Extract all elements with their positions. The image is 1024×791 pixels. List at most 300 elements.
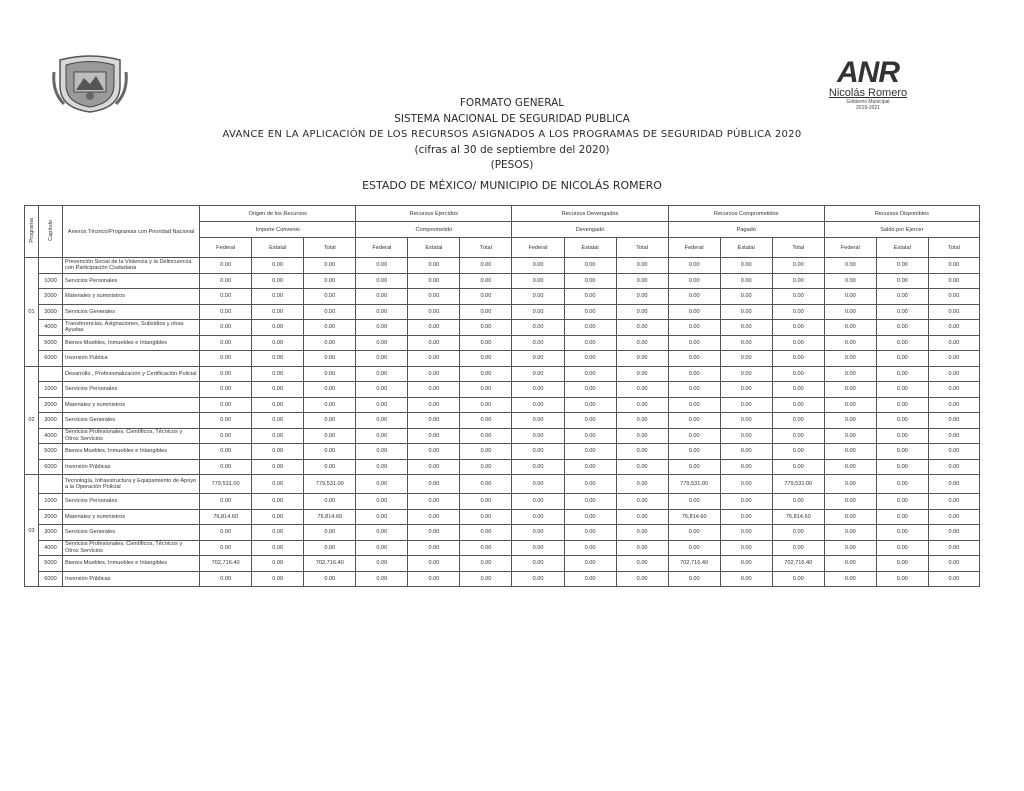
amount-cell: 0.00: [928, 320, 979, 336]
amount-cell: 0.00: [876, 366, 928, 382]
table-row: [25, 335, 980, 351]
amount-cell: 0.00: [772, 366, 824, 382]
amount-cell: 0.00: [512, 289, 564, 305]
amount-cell: 0.00: [356, 509, 408, 525]
amount-cell: 0.00: [200, 571, 252, 587]
amount-cell: 0.00: [252, 540, 304, 556]
heading-system: SISTEMA NACIONAL DE SEGURIDAD PUBLICA: [394, 112, 630, 125]
amount-cell: 0.00: [928, 444, 979, 460]
amount-cell: 0.00: [356, 459, 408, 475]
amount-cell: 0.00: [460, 444, 512, 460]
amount-cell: 0.00: [720, 475, 772, 494]
amount-cell: 0.00: [200, 459, 252, 475]
amount-cell: 0.00: [824, 509, 876, 525]
header-sub-importe-convenio: Importe Convenio: [200, 222, 356, 238]
amount-cell: 0.00: [668, 428, 720, 444]
chapter-code: 3000: [39, 413, 63, 429]
chapter-code: 6000: [39, 571, 63, 587]
amount-cell: 0.00: [772, 335, 824, 351]
row-description: Servicios Personales: [63, 382, 200, 398]
chapter-code: 5000: [39, 335, 63, 351]
header-sub-comprometido: Comprometido: [356, 222, 512, 238]
amount-cell: 0.00: [200, 304, 252, 320]
amount-cell: 0.00: [356, 494, 408, 510]
amount-cell: 0.00: [772, 289, 824, 305]
amount-cell: 0.00: [824, 571, 876, 587]
table-row: [25, 444, 980, 460]
amount-cell: 0.00: [616, 525, 668, 541]
header-sub-devengado: Devengado: [512, 222, 668, 238]
chapter-code: [39, 475, 63, 494]
amount-cell: 0.00: [460, 540, 512, 556]
amount-cell: 0.00: [772, 304, 824, 320]
header-group-devengados: Recursos Devengados: [512, 206, 668, 222]
amount-cell: 0.00: [252, 304, 304, 320]
amount-cell: 0.00: [616, 351, 668, 367]
amount-cell: 0.00: [668, 351, 720, 367]
amount-cell: 0.00: [824, 351, 876, 367]
chapter-code: 4000: [39, 428, 63, 444]
amount-cell: 0.00: [408, 509, 460, 525]
amount-cell: 0.00: [928, 351, 979, 367]
header-subcol: Estatal: [564, 238, 616, 258]
amount-cell: 0.00: [772, 459, 824, 475]
resources-table: [24, 205, 980, 587]
chapter-code: 6000: [39, 459, 63, 475]
amount-cell: 0.00: [720, 382, 772, 398]
amount-cell: 0.00: [512, 444, 564, 460]
row-description: Inversión Públicas: [63, 459, 200, 475]
chapter-code: 3000: [39, 304, 63, 320]
header-subcol: Federal: [356, 238, 408, 258]
table-row: [25, 366, 980, 382]
amount-cell: 0.00: [720, 525, 772, 541]
logo-mark: ANR: [837, 56, 899, 89]
amount-cell: 0.00: [720, 304, 772, 320]
table-header: [25, 206, 980, 258]
amount-cell: 0.00: [668, 382, 720, 398]
header-subcol: Federal: [200, 238, 252, 258]
amount-cell: 0.00: [252, 258, 304, 274]
amount-cell: 0.00: [512, 366, 564, 382]
amount-cell: 0.00: [824, 525, 876, 541]
program-code: 03: [25, 475, 39, 587]
row-description: Servicios Personales: [63, 273, 200, 289]
amount-cell: 0.00: [564, 335, 616, 351]
row-description: Inversión Públicas: [63, 571, 200, 587]
amount-cell: 0.00: [252, 366, 304, 382]
row-description: Materiales y suministros: [63, 397, 200, 413]
amount-cell: 0.00: [772, 494, 824, 510]
amount-cell: 0.00: [252, 320, 304, 336]
chapter-code: 1000: [39, 382, 63, 398]
row-description: Servicios Generales: [63, 525, 200, 541]
row-description: Servicios Personales: [63, 494, 200, 510]
program-code: 01: [25, 258, 39, 367]
amount-cell: 0.00: [616, 413, 668, 429]
chapter-code: 5000: [39, 444, 63, 460]
amount-cell: 0.00: [304, 397, 356, 413]
amount-cell: 0.00: [200, 397, 252, 413]
document-heading: [180, 96, 844, 193]
amount-cell: 0.00: [616, 366, 668, 382]
amount-cell: 0.00: [408, 444, 460, 460]
amount-cell: 0.00: [772, 320, 824, 336]
amount-cell: 702,716.40: [304, 556, 356, 572]
amount-cell: 0.00: [772, 571, 824, 587]
amount-cell: 0.00: [772, 413, 824, 429]
row-description: Tecnología, Infraestructura y Equipamiento de Apoyo a la Operación Policial: [63, 475, 200, 494]
amount-cell: 0.00: [824, 413, 876, 429]
amount-cell: 0.00: [200, 273, 252, 289]
header-anexos: Anexos Técnico/Programas con Prioridad Nacional: [63, 206, 200, 258]
amount-cell: 0.00: [824, 382, 876, 398]
amount-cell: 0.00: [252, 397, 304, 413]
heading-currency: (PESOS): [490, 159, 534, 171]
logo-subtitle: Gobierno Municipal: [846, 99, 890, 105]
amount-cell: 0.00: [824, 335, 876, 351]
row-description: Bienes Muebles, Inmuebles e Intangibles: [63, 444, 200, 460]
amount-cell: 0.00: [252, 571, 304, 587]
amount-cell: 0.00: [512, 509, 564, 525]
amount-cell: 0.00: [356, 335, 408, 351]
header-sub-pagado: Pagado: [668, 222, 824, 238]
amount-cell: 0.00: [824, 397, 876, 413]
amount-cell: 0.00: [356, 320, 408, 336]
amount-cell: 0.00: [408, 320, 460, 336]
amount-cell: 0.00: [564, 556, 616, 572]
amount-cell: 0.00: [408, 397, 460, 413]
amount-cell: 0.00: [928, 428, 979, 444]
amount-cell: 0.00: [772, 428, 824, 444]
amount-cell: 0.00: [304, 382, 356, 398]
amount-cell: 0.00: [304, 273, 356, 289]
amount-cell: 0.00: [460, 258, 512, 274]
amount-cell: 0.00: [928, 273, 979, 289]
amount-cell: 0.00: [304, 335, 356, 351]
amount-cell: 702,716.40: [772, 556, 824, 572]
amount-cell: 0.00: [408, 475, 460, 494]
amount-cell: 0.00: [876, 335, 928, 351]
amount-cell: 0.00: [824, 494, 876, 510]
amount-cell: 0.00: [720, 571, 772, 587]
table-row: [25, 509, 980, 525]
row-description: Bienes Muebles, Inmuebles e Intangibles: [63, 556, 200, 572]
amount-cell: 0.00: [824, 273, 876, 289]
amount-cell: 0.00: [408, 273, 460, 289]
amount-cell: 0.00: [512, 525, 564, 541]
amount-cell: 0.00: [876, 509, 928, 525]
amount-cell: 0.00: [304, 304, 356, 320]
amount-cell: 0.00: [304, 413, 356, 429]
amount-cell: 0.00: [408, 525, 460, 541]
amount-cell: 0.00: [460, 351, 512, 367]
amount-cell: 0.00: [252, 289, 304, 305]
amount-cell: 0.00: [564, 509, 616, 525]
chapter-code: 4000: [39, 320, 63, 336]
amount-cell: 0.00: [564, 351, 616, 367]
chapter-code: 2000: [39, 289, 63, 305]
amount-cell: 0.00: [928, 304, 979, 320]
amount-cell: 0.00: [616, 258, 668, 274]
amount-cell: 0.00: [668, 273, 720, 289]
chapter-code: 4000: [39, 540, 63, 556]
amount-cell: 0.00: [200, 413, 252, 429]
amount-cell: 0.00: [668, 525, 720, 541]
amount-cell: 0.00: [876, 494, 928, 510]
amount-cell: 0.00: [356, 273, 408, 289]
amount-cell: 0.00: [356, 258, 408, 274]
amount-cell: 0.00: [252, 475, 304, 494]
amount-cell: 0.00: [876, 304, 928, 320]
amount-cell: 0.00: [668, 494, 720, 510]
amount-cell: 0.00: [200, 428, 252, 444]
amount-cell: 0.00: [512, 459, 564, 475]
amount-cell: 0.00: [668, 335, 720, 351]
amount-cell: 0.00: [356, 428, 408, 444]
amount-cell: 0.00: [720, 428, 772, 444]
logo-period: 2019-2021: [856, 105, 880, 111]
amount-cell: 0.00: [668, 304, 720, 320]
amount-cell: 0.00: [928, 258, 979, 274]
amount-cell: 0.00: [720, 258, 772, 274]
amount-cell: 0.00: [616, 571, 668, 587]
amount-cell: 0.00: [720, 444, 772, 460]
amount-cell: 0.00: [356, 304, 408, 320]
table-row: [25, 459, 980, 475]
table-row: [25, 258, 980, 274]
amount-cell: 0.00: [460, 509, 512, 525]
amount-cell: 0.00: [408, 413, 460, 429]
amount-cell: 0.00: [460, 397, 512, 413]
amount-cell: 0.00: [772, 444, 824, 460]
amount-cell: 0.00: [304, 320, 356, 336]
amount-cell: 76,814.60: [304, 509, 356, 525]
table-row: [25, 289, 980, 305]
table-row: [25, 494, 980, 510]
amount-cell: 0.00: [304, 571, 356, 587]
amount-cell: 0.00: [512, 494, 564, 510]
amount-cell: 0.00: [356, 556, 408, 572]
amount-cell: 0.00: [512, 382, 564, 398]
amount-cell: 0.00: [928, 335, 979, 351]
amount-cell: 779,531.00: [304, 475, 356, 494]
amount-cell: 0.00: [720, 351, 772, 367]
amount-cell: 0.00: [720, 366, 772, 382]
amount-cell: 0.00: [720, 273, 772, 289]
heading-report-title: AVANCE EN LA APLICACIÓN DE LOS RECURSOS ASIGNADOS A LOS PROGRAMAS DE SEGURIDAD PÚBLICA 2020: [222, 129, 802, 140]
amount-cell: 0.00: [564, 382, 616, 398]
header-subcol: Total: [616, 238, 668, 258]
row-description: Materiales y suministros: [63, 509, 200, 525]
heading-format: FORMATO GENERAL: [459, 97, 565, 109]
table-row: [25, 273, 980, 289]
chapter-code: 1000: [39, 494, 63, 510]
header-capitulo: Capítulo: [39, 206, 63, 258]
amount-cell: 0.00: [772, 540, 824, 556]
amount-cell: 0.00: [408, 289, 460, 305]
amount-cell: 0.00: [928, 459, 979, 475]
amount-cell: 0.00: [824, 320, 876, 336]
amount-cell: 0.00: [616, 382, 668, 398]
amount-cell: 0.00: [824, 289, 876, 305]
row-description: Prevención Social de la Violencia y la Delincuencia con Participación Ciudadana: [63, 258, 200, 274]
amount-cell: 0.00: [928, 556, 979, 572]
table-row: [25, 351, 980, 367]
row-description: Servicios Profesionales, Científicos, Técnicos y Otros Servicios: [63, 428, 200, 444]
amount-cell: 0.00: [252, 351, 304, 367]
amount-cell: 0.00: [512, 304, 564, 320]
amount-cell: 0.00: [772, 397, 824, 413]
amount-cell: 0.00: [564, 571, 616, 587]
header-programa: Programa: [25, 206, 39, 258]
amount-cell: 0.00: [668, 413, 720, 429]
amount-cell: 0.00: [616, 304, 668, 320]
chapter-code: [39, 366, 63, 382]
header-subcol: Total: [304, 238, 356, 258]
amount-cell: 0.00: [512, 320, 564, 336]
amount-cell: 0.00: [720, 509, 772, 525]
amount-cell: 0.00: [512, 335, 564, 351]
amount-cell: 0.00: [928, 289, 979, 305]
amount-cell: 0.00: [200, 320, 252, 336]
amount-cell: 0.00: [564, 494, 616, 510]
header-subcol: Federal: [512, 238, 564, 258]
amount-cell: 0.00: [928, 366, 979, 382]
amount-cell: 0.00: [304, 494, 356, 510]
table-row: [25, 397, 980, 413]
amount-cell: 0.00: [460, 428, 512, 444]
municipal-seal: [50, 52, 130, 114]
amount-cell: 0.00: [876, 571, 928, 587]
amount-cell: 0.00: [200, 540, 252, 556]
amount-cell: 0.00: [616, 320, 668, 336]
amount-cell: 0.00: [252, 382, 304, 398]
amount-cell: 0.00: [460, 459, 512, 475]
amount-cell: 0.00: [564, 459, 616, 475]
amount-cell: 0.00: [876, 397, 928, 413]
table-row: [25, 382, 980, 398]
amount-cell: 0.00: [616, 509, 668, 525]
coat-of-arms-icon: [50, 52, 130, 114]
amount-cell: 0.00: [616, 397, 668, 413]
amount-cell: 0.00: [512, 556, 564, 572]
amount-cell: 0.00: [356, 444, 408, 460]
amount-cell: 0.00: [720, 540, 772, 556]
header-subcol: Estatal: [408, 238, 460, 258]
amount-cell: 779,531.00: [668, 475, 720, 494]
amount-cell: 0.00: [564, 397, 616, 413]
amount-cell: 0.00: [564, 413, 616, 429]
amount-cell: 0.00: [356, 397, 408, 413]
amount-cell: 0.00: [408, 556, 460, 572]
header-subcol: Total: [460, 238, 512, 258]
amount-cell: 0.00: [720, 320, 772, 336]
amount-cell: 0.00: [200, 494, 252, 510]
amount-cell: 0.00: [876, 351, 928, 367]
amount-cell: 0.00: [616, 494, 668, 510]
amount-cell: 0.00: [356, 475, 408, 494]
chapter-code: 1000: [39, 273, 63, 289]
amount-cell: 0.00: [564, 258, 616, 274]
amount-cell: 0.00: [720, 459, 772, 475]
amount-cell: 0.00: [928, 525, 979, 541]
amount-cell: 779,531.00: [200, 475, 252, 494]
amount-cell: 0.00: [512, 428, 564, 444]
amount-cell: 0.00: [876, 525, 928, 541]
amount-cell: 0.00: [512, 258, 564, 274]
amount-cell: 0.00: [772, 525, 824, 541]
table-row: [25, 428, 980, 444]
amount-cell: 0.00: [408, 351, 460, 367]
amount-cell: 779,531.00: [772, 475, 824, 494]
header-group-comprometidos: Recursos Comprometidos: [668, 206, 824, 222]
amount-cell: 0.00: [512, 397, 564, 413]
row-description: Materiales y suministros: [63, 289, 200, 305]
row-description: Servicios Generales: [63, 413, 200, 429]
heading-cutoff-date: (cifras al 30 de septiembre del 2020): [414, 143, 610, 156]
amount-cell: 0.00: [616, 273, 668, 289]
amount-cell: 0.00: [200, 366, 252, 382]
amount-cell: 0.00: [928, 397, 979, 413]
chapter-code: 3000: [39, 525, 63, 541]
amount-cell: 0.00: [200, 351, 252, 367]
chapter-code: [39, 258, 63, 274]
amount-cell: 0.00: [616, 556, 668, 572]
amount-cell: 0.00: [408, 571, 460, 587]
amount-cell: 0.00: [356, 540, 408, 556]
amount-cell: 0.00: [772, 351, 824, 367]
amount-cell: 0.00: [304, 428, 356, 444]
amount-cell: 0.00: [668, 397, 720, 413]
amount-cell: 0.00: [460, 320, 512, 336]
amount-cell: 0.00: [356, 413, 408, 429]
amount-cell: 0.00: [616, 428, 668, 444]
amount-cell: 0.00: [200, 289, 252, 305]
amount-cell: 0.00: [304, 540, 356, 556]
row-description: Servicios Generales: [63, 304, 200, 320]
amount-cell: 0.00: [616, 540, 668, 556]
amount-cell: 0.00: [720, 413, 772, 429]
program-code: 02: [25, 366, 39, 475]
amount-cell: 0.00: [356, 351, 408, 367]
amount-cell: 0.00: [408, 382, 460, 398]
amount-cell: 0.00: [512, 413, 564, 429]
amount-cell: 0.00: [928, 540, 979, 556]
amount-cell: 0.00: [252, 556, 304, 572]
chapter-code: 6000: [39, 351, 63, 367]
amount-cell: 0.00: [460, 382, 512, 398]
amount-cell: 0.00: [252, 525, 304, 541]
amount-cell: 0.00: [772, 382, 824, 398]
header-subcol: Estatal: [720, 238, 772, 258]
amount-cell: 0.00: [876, 540, 928, 556]
amount-cell: 0.00: [772, 258, 824, 274]
amount-cell: 0.00: [304, 459, 356, 475]
row-description: Transferencias, Asignaciones, Subsidios y otras Ayudas: [63, 320, 200, 336]
header-subcol: Estatal: [876, 238, 928, 258]
header-group-ejercidos: Recursos Ejercidos: [356, 206, 512, 222]
header-subcol: Total: [772, 238, 824, 258]
amount-cell: 0.00: [564, 366, 616, 382]
amount-cell: 0.00: [564, 525, 616, 541]
amount-cell: 0.00: [408, 428, 460, 444]
amount-cell: 0.00: [200, 258, 252, 274]
amount-cell: 0.00: [512, 273, 564, 289]
row-description: Desarrollo , Profesionalización y Certificación Policial: [63, 366, 200, 382]
amount-cell: 0.00: [564, 289, 616, 305]
amount-cell: 0.00: [356, 366, 408, 382]
